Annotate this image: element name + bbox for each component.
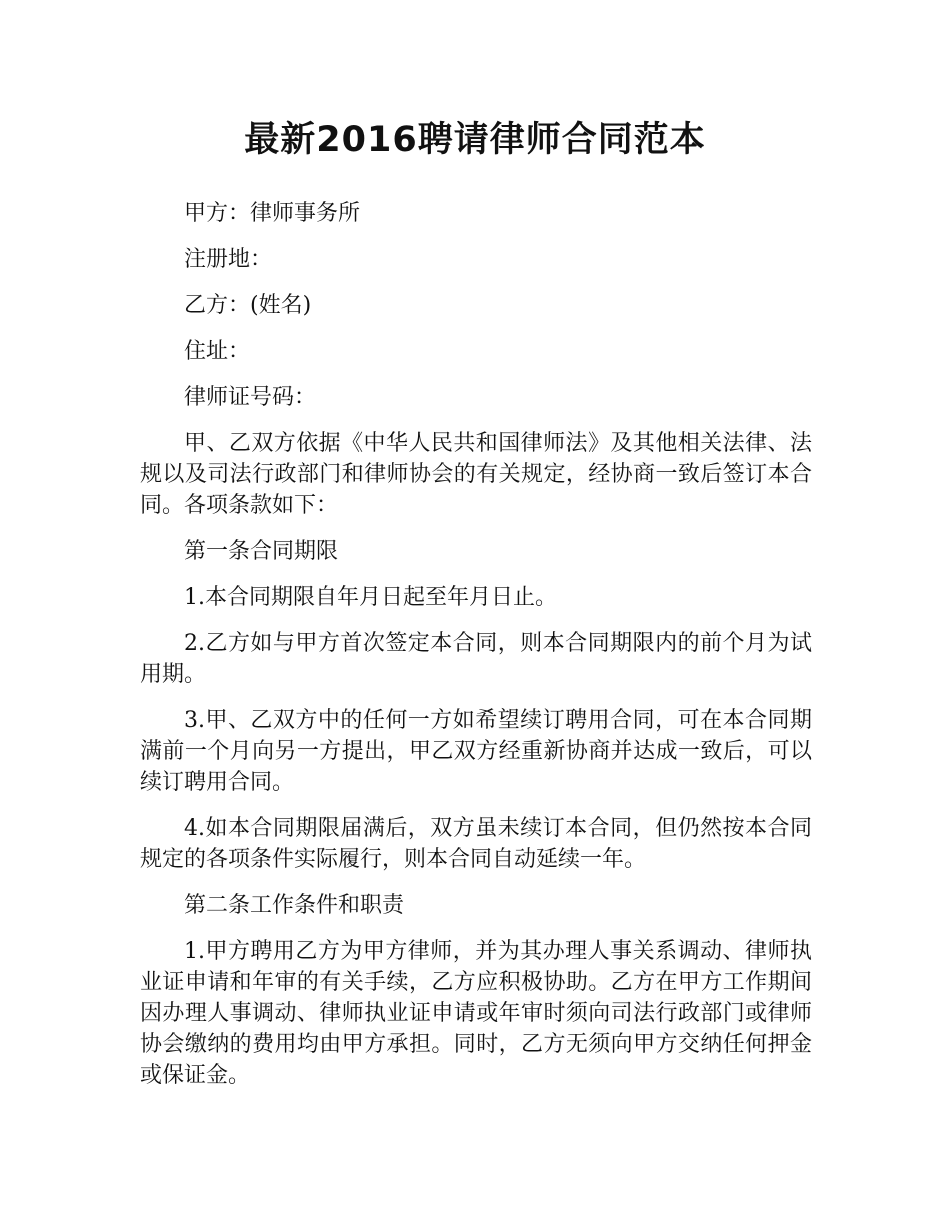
preamble-paragraph: 甲、乙双方依据《中华人民共和国律师法》及其他相关法律、法规以及司法行政部门和律师协会的有关规定，经协商一致后签订本合同。各项条款如下： [140,431,812,518]
article-1-clause-1: 1.本合同期限自年月日起至年月日止。 [184,585,557,610]
article-2-clause-1: 1.甲方聘用乙方为甲方律师，并为其办理人事关系调动、律师执业证申请和年审的有关手续，乙方应积极协助。乙方在甲方工作期间因办理人事调动、律师执业证申请或年审时须向司法行政部门或律师协会缴纳的费用均由甲方承担。同时，乙方无须向甲方交纳任何押金或保证金。 [140,939,812,1088]
article-1-clause-4: 4.如本合同期限届满后，双方虽未续订本合同，但仍然按本合同规定的各项条件实际履行，则本合同自动延续一年。 [140,816,812,872]
registered-address-line: 注册地： [184,247,273,272]
article-1-clause-3: 3.甲、乙双方中的任何一方如希望续订聘用合同，可在本合同期满前一个月向另一方提出，甲乙双方经重新协商并达成一致后，可以续订聘用合同。 [140,708,812,795]
document-title: 最新2016聘请律师合同范本 [244,120,706,160]
lawyer-license-line: 律师证号码： [184,385,317,410]
residence-line: 住址： [184,339,251,364]
article-2-heading: 第二条工作条件和职责 [184,893,405,918]
party-a-line: 甲方：律师事务所 [184,201,361,226]
document-body [140,198,812,1106]
article-1-heading: 第一条合同期限 [184,539,339,564]
party-b-line: 乙方：(姓名) [184,293,312,318]
article-1-clause-2: 2.乙方如与甲方首次签定本合同，则本合同期限内的前个月为试用期。 [140,631,812,687]
